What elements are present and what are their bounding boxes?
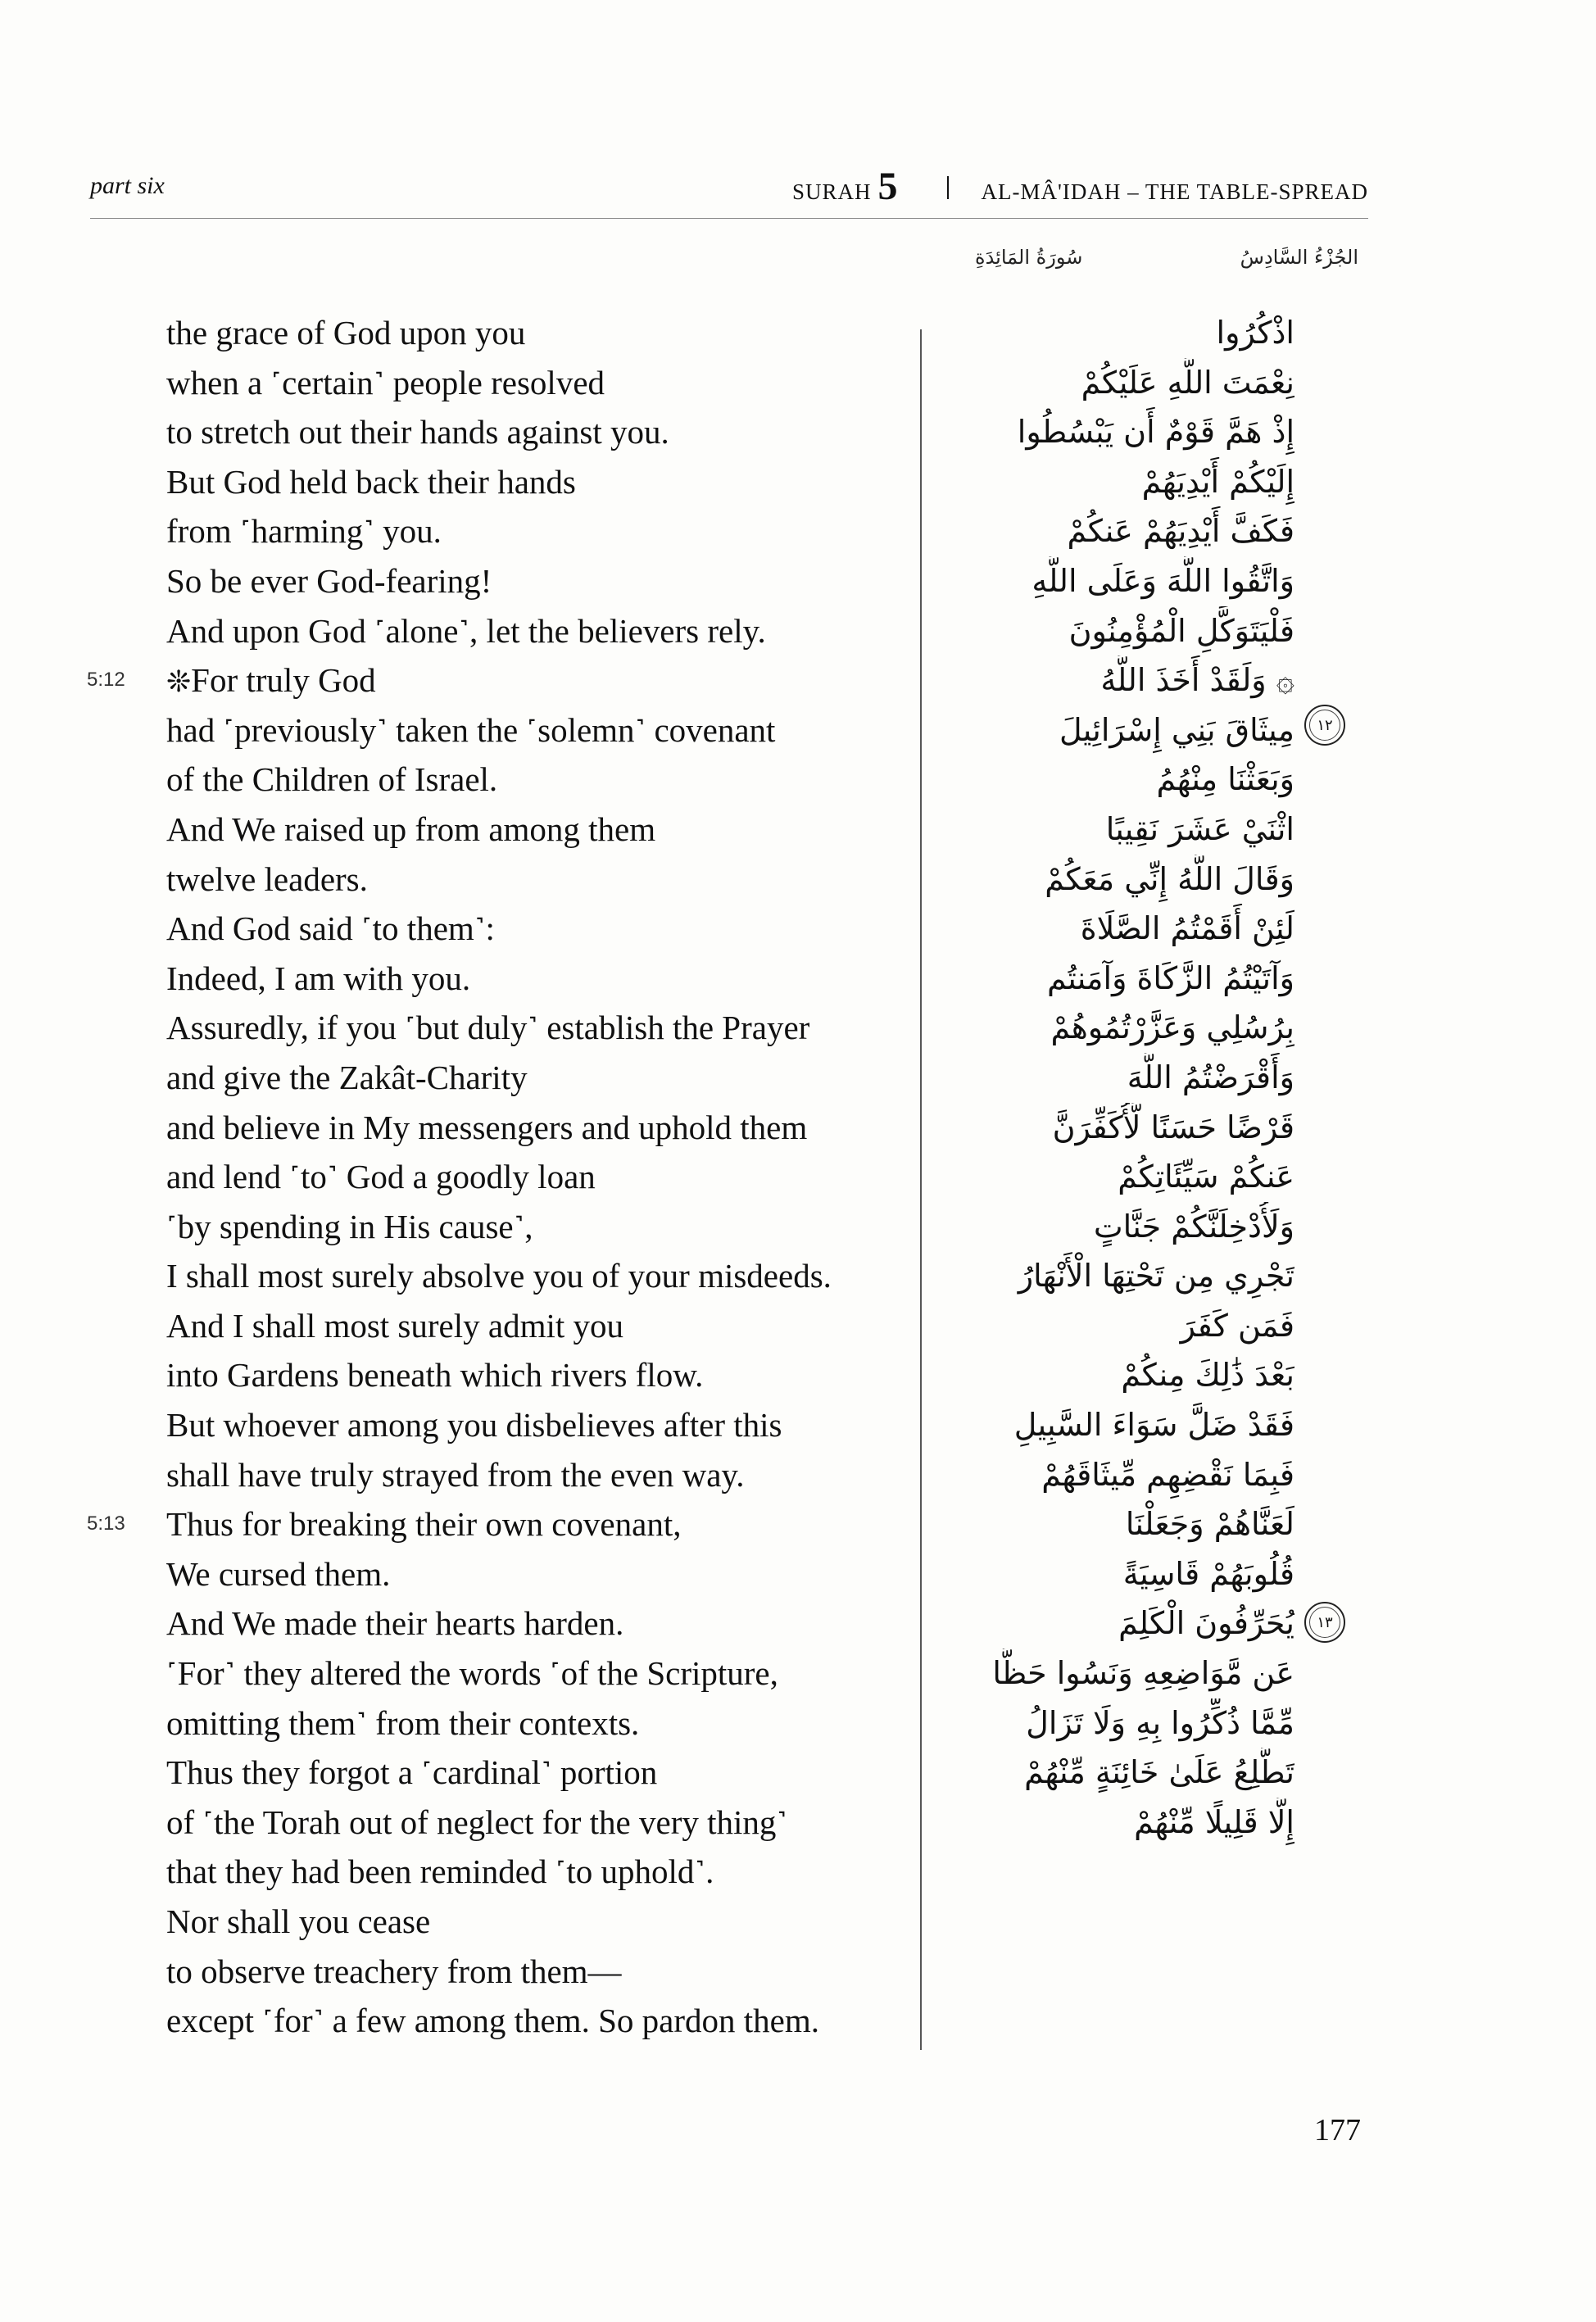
verse-text: We cursed them. — [166, 1554, 391, 1593]
verse-text-line — [166, 1947, 622, 1996]
verse-line — [0, 457, 918, 507]
arabic-line: ۞ وَلَقَدْ أَخَذَ اللَّهُ — [1100, 662, 1294, 699]
verse-text: shall have truly strayed from the even way. — [166, 1455, 745, 1494]
verse-line — [0, 1897, 918, 1947]
verse-text-line — [166, 606, 766, 655]
verse-text: into Gardens beneath which rivers flow. — [166, 1356, 704, 1395]
verse-text: to stretch out their hands against you. — [166, 413, 669, 451]
verse-text: Indeed, I am with you. — [166, 959, 471, 997]
verse-text: had ˹previously˺ taken the ˹solemn˺ covenant — [166, 710, 776, 749]
verse-line — [0, 556, 918, 606]
verse-text-line — [166, 457, 576, 506]
arabic-line: نِعْمَتَ اللَّهِ عَلَيْكُمْ — [1081, 364, 1294, 401]
verse-text-line — [166, 1251, 832, 1300]
verse-text-line — [166, 1103, 807, 1152]
arabic-line: وَأَقْرَضْتُمُ اللَّهَ — [1127, 1059, 1294, 1095]
verse-text-line — [166, 1499, 681, 1549]
arabic-line: فَبِمَا نَقْضِهِم مِّيثَاقَهُمْ — [1041, 1456, 1294, 1493]
verse-text: Nor shall you cease — [166, 1902, 431, 1940]
verse-line — [0, 358, 918, 408]
verse-line — [0, 904, 918, 954]
verse-text-line — [166, 1897, 430, 1946]
verse-text: And upon God ˹alone˺, let the believers rely. — [166, 611, 766, 650]
running-header — [90, 164, 1368, 213]
arabic-line: فَمَن كَفَرَ — [1180, 1307, 1294, 1344]
verse-text-line — [166, 1053, 528, 1102]
arabic-line: عَنكُمْ سَيِّئَاتِكُمْ — [1118, 1159, 1294, 1195]
arabic-line: قَرْضًا حَسَنًا لَّأُكَفِّرَنَّ — [1052, 1109, 1294, 1145]
header-rule — [90, 218, 1368, 219]
arabic-line: إِذْ هَمَّ قَوْمٌ أَن يَبْسُطُوا — [1017, 414, 1294, 451]
arabic-surah-name: سُورَةُ المَائِدَةِ — [975, 246, 1083, 269]
verse-text-line — [166, 1202, 533, 1251]
verse-text: So be ever God-fearing! — [166, 561, 492, 600]
verse-text-line — [166, 1698, 639, 1748]
surah-label: SURAH — [792, 179, 872, 204]
verse-line — [0, 1400, 918, 1450]
verse-line — [0, 1301, 918, 1351]
verse-line — [0, 805, 918, 855]
verse-text: and give the Zakât-Charity — [166, 1058, 528, 1096]
verse-text: twelve leaders. — [166, 859, 368, 898]
verse-line — [0, 506, 918, 556]
verse-line — [0, 1053, 918, 1103]
verse-text-line — [166, 308, 525, 357]
arabic-line: بَعْدَ ذَٰلِكَ مِنكُمْ — [1121, 1357, 1294, 1394]
surah-number: 5 — [877, 165, 898, 208]
verse-text: ˹by spending in His cause˺, — [166, 1207, 533, 1245]
verse-line — [0, 1996, 918, 2046]
verse-text: ˹For˺ they altered the words ˹of the Scripture, — [166, 1654, 778, 1693]
translation-column — [0, 308, 918, 2046]
arabic-line: إِلَيْكُمْ أَيْدِيَهُمْ — [1141, 463, 1294, 500]
arabic-line: عَن مَّوَاضِعِهِ وَنَسُوا حَظًّا — [992, 1655, 1294, 1692]
arabic-line: وَقَالَ اللَّهُ إِنِّي مَعَكُمْ — [1045, 860, 1294, 897]
arabic-line: إِلَّا قَلِيلًا مِّنْهُمْ — [1134, 1803, 1294, 1840]
arabic-line: وَبَعَثْنَا مِنْهُمُ — [1156, 761, 1294, 798]
verse-text: the grace of God upon you — [166, 314, 526, 351]
verse-text: that they had been reminded ˹to uphold˺. — [166, 1853, 714, 1891]
arabic-line: لَعَنَّاهُمْ وَجَعَلْنَا — [1125, 1506, 1294, 1543]
verse-line — [0, 1599, 918, 1649]
verse-text: to observe treachery from them— — [166, 1952, 622, 1990]
verse-text-line — [166, 1450, 745, 1499]
verse-text: when a ˹certain˺ people resolved — [166, 363, 605, 401]
verse-line — [0, 1499, 918, 1549]
verse-line — [0, 1748, 918, 1798]
verse-text: And We raised up from among them — [166, 810, 656, 848]
hizb-star-icon: ❊ — [166, 665, 192, 700]
verse-text-line — [166, 1798, 787, 1847]
verse-text-line — [166, 556, 492, 605]
verse-text-line — [166, 655, 376, 707]
arabic-line: اذْكُرُوا — [1216, 315, 1294, 351]
arabic-line: وَآتَيْتُمُ الزَّكَاةَ وَآمَنتُم — [1046, 959, 1294, 996]
verse-text-line — [166, 805, 655, 854]
verse-line — [0, 1202, 918, 1252]
arabic-line: قُلُوبَهُمْ قَاسِيَةً — [1122, 1555, 1294, 1592]
verse-text-line — [166, 1350, 703, 1399]
header-separator — [947, 176, 949, 199]
verse-text-line — [166, 407, 669, 456]
verse-line — [0, 1152, 918, 1202]
arabic-part-name: الجُزْءُ السَّادِسُ — [1240, 246, 1358, 269]
verse-line — [0, 1450, 918, 1500]
verse-line — [0, 1251, 918, 1301]
verse-text: and believe in My messengers and uphold them — [166, 1108, 808, 1146]
verse-line — [0, 1649, 918, 1698]
verse-text: And We made their hearts harden. — [166, 1604, 624, 1643]
verse-text-line — [166, 506, 442, 556]
arabic-column — [942, 308, 1294, 1847]
arabic-line: مِيثَاقَ بَنِي إِسْرَائِيلَ — [1059, 711, 1294, 748]
verse-text-line — [166, 1847, 714, 1896]
verse-line — [0, 1798, 918, 1848]
arabic-line: بِرُسُلِي وَعَزَّرْتُمُوهُمْ — [1050, 1009, 1294, 1046]
column-divider — [920, 329, 922, 2050]
page-number: 177 — [1314, 2113, 1361, 2147]
verse-text-line — [166, 904, 495, 953]
verse-line — [0, 1003, 918, 1053]
arabic-line: وَلَأُدْخِلَنَّكُمْ جَنَّاتٍ — [1093, 1208, 1294, 1245]
verse-text: omitting them˺ from their contexts. — [166, 1703, 640, 1742]
arabic-line: لَئِنْ أَقَمْتُمُ الصَّلَاةَ — [1080, 910, 1294, 947]
verse-line — [0, 1103, 918, 1153]
verse-text-line — [166, 1301, 623, 1350]
verse-line — [0, 954, 918, 1004]
verse-text: And God said ˹to them˺: — [166, 909, 495, 948]
verse-line — [0, 1698, 918, 1748]
arabic-line: مِّمَّا ذُكِّرُوا بِهِ وَلَا تَزَالُ — [1026, 1704, 1294, 1741]
verse-text-line — [166, 1549, 390, 1599]
arabic-line: فَقَدْ ضَلَّ سَوَاءَ السَّبِيلِ — [1013, 1407, 1294, 1444]
arabic-line: تَطَّلِعُ عَلَىٰ خَائِنَةٍ مِّنْهُمْ — [1024, 1754, 1294, 1791]
arabic-line: فَكَفَّ أَيْدِيَهُمْ عَنكُمْ — [1067, 513, 1294, 550]
arabic-line: يُحَرِّفُونَ الْكَلِمَ — [1118, 1605, 1294, 1642]
verse-text: But whoever among you disbelieves after this — [166, 1406, 782, 1444]
verse-text-line — [166, 1996, 819, 2045]
verse-text-line — [166, 1152, 596, 1201]
verse-text: of ˹the Torah out of neglect for the very thing˺ — [166, 1803, 788, 1841]
verse-reference: 5:12 — [87, 669, 125, 692]
verse-text-line — [166, 1748, 657, 1797]
verse-line — [0, 855, 918, 905]
ayah-marker-12: ١٢ — [1304, 705, 1345, 746]
verse-text: except ˹for˺ a few among them. So pardon them. — [166, 2002, 819, 2040]
verse-line — [0, 606, 918, 656]
ayah-marker-13: ١٣ — [1304, 1602, 1345, 1643]
verse-text: And I shall most surely admit you — [166, 1306, 624, 1345]
verse-line — [0, 1350, 918, 1400]
verse-text-line — [166, 954, 470, 1003]
verse-text-line — [166, 1599, 623, 1648]
verse-text: and lend ˹to˺ God a goodly loan — [166, 1158, 596, 1196]
part-label: part six — [90, 172, 165, 199]
verse-line — [0, 655, 918, 705]
verse-line — [0, 1947, 918, 1997]
verse-text: Thus for breaking their own covenant, — [166, 1505, 682, 1544]
verse-text-line — [166, 358, 605, 407]
verse-line — [0, 407, 918, 457]
arabic-line: فَلْيَتَوَكَّلِ الْمُؤْمِنُونَ — [1068, 612, 1294, 649]
verse-text: Assuredly, if you ˹but duly˺ establish the Prayer — [166, 1009, 810, 1047]
verse-line — [0, 755, 918, 805]
arabic-line: تَجْرِي مِن تَحْتِهَا الْأَنْهَارُ — [1018, 1258, 1294, 1295]
verse-reference: 5:13 — [87, 1512, 125, 1535]
arabic-line: اثْنَيْ عَشَرَ نَقِيبًا — [1105, 810, 1294, 847]
verse-text-line — [166, 1649, 778, 1698]
verse-text-line — [166, 855, 368, 904]
verse-text-line — [166, 1400, 782, 1449]
verse-text: But God held back their hands — [166, 462, 576, 501]
verse-line — [0, 1847, 918, 1897]
verse-line — [0, 308, 918, 358]
verse-text: For truly God — [191, 661, 376, 700]
verse-text: Thus they forgot a ˹cardinal˺ portion — [166, 1753, 658, 1792]
verse-text: from ˹harming˺ you. — [166, 512, 442, 551]
verse-text: I shall most surely absolve you of your misdeeds. — [166, 1257, 832, 1295]
verse-text: of the Children of Israel. — [166, 760, 498, 799]
verse-line — [0, 705, 918, 755]
verse-text-line — [166, 705, 775, 755]
verse-text-line — [166, 1003, 809, 1052]
surah-block — [792, 164, 1368, 209]
verse-text-line — [166, 755, 497, 804]
arabic-line: وَاتَّقُوا اللَّهَ وَعَلَى اللَّهِ — [1032, 562, 1294, 599]
verse-line — [0, 1549, 918, 1599]
surah-title: AL-MÂ'IDAH – THE TABLE-SPREAD — [981, 179, 1368, 204]
